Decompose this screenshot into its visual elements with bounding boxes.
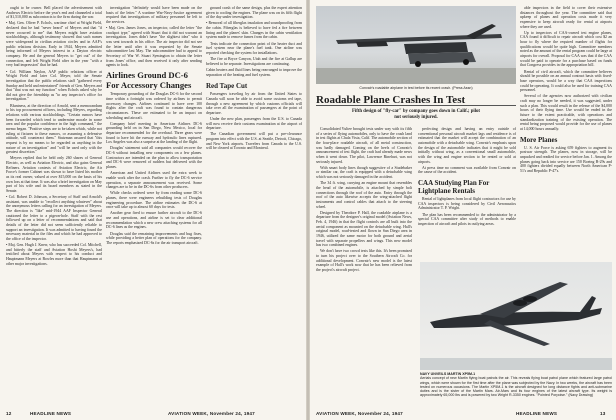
roadable-deck: Fifth design of "fly-car" by company goes down in Calif.; pilot not seriously injured. — [351, 109, 481, 120]
paragraph: The plan has been recommended to the administrator by a special CAA committee after study of methods to enable inspection of aircraft and pilots in outlying areas. — [418, 212, 516, 226]
navy-caption-text: Aerials concept of new Martin flying boat patrols the air. This reveals flying boat patrol plane which featured large patrol wings, which were shown for the first time after the plane was subjected by the Navy. In two weeks, the aircraft has been tested on numerous occasions. The Martin XP5M-1 is the aircraft designed for long distance fights and anti-submarine duties and is the sister of the Martin Mars. Air-Mars and its four engines of the latest aircraft type. Its weight is approximately 65,000 lbs and is powered by two Wright R-3350 engines. — [420, 376, 612, 398]
paragraph: • Maj. Gen. Hugh J. Knerr, who has succeeded Col. Mitchell, and bitterly the staff and Aviation Hoshi Meyers's, had testified about Meyers with respect to his conduct and Hauptmann Meyers at Bowles more than that Hauptmann at other major investigations. — [6, 243, 102, 266]
paragraph: Company brief meeting in American Airlines DC-6 grounding held on in San Diego, New Mexico, local for departure recommended for the overhaul. Three gears were found to have hit the runway and hydraulic lines ruptured. Los Angeles was also a surprise at the landing of the flight. — [106, 121, 202, 145]
paragraph: Tests indicate the connection point of the heater duct and fuel system near the plane's fuel tank. One airline was reported checking the system for installations. — [206, 41, 302, 55]
paragraph: Douglas said the remaining improvements and bug fixes, while providing a better plan of operations for the company. The reports emphasized DC-6s for the air transport aircraft. — [106, 231, 202, 245]
right-page — [310, 0, 616, 420]
paragraph: We don't have two crowd tests like this. It's been promised to turn his project over to the Southern Aircraft Co. for additional development. Convair's new model is the latest example of Hall's work now that he has been relieved from the project's aircraft project. — [316, 249, 412, 273]
column-1 — [6, 6, 102, 406]
paragraph: investigation "definitely would have been made on the basis of the letter." A wartime War-Navy-Justice agreement required that investigations of military personnel be left to the services. — [106, 6, 202, 24]
paragraph: Meyers replied that he held only 260 shares of General Electric, as well as Aviation Electric, and also gains General Refiners. Aviation contests of Aviation Electric, the Air Force's former Cabinet was shown to have listed his mother as its real owner, valued at over $15,000 on the basis of his own loss at that time. It was also a brief investigation on May part of his wife and its board members as stated in the Senate. — [6, 156, 102, 193]
paragraph: Passengers traveling by air from the United States to Canada will soon be able to avoid some customs red tape, through a new agreement by which customs officials will take over all the examination of passengers at the point of departure. — [206, 92, 302, 115]
paragraph: • Col. Robert D. Johnson, a Secretary of Staff and Arnold's assistant, was unable to "recollect anything whatever" about the anonymous letters calling for an investigation of Meyers. The direction is "like" mid-1944 AAF Inspector General cautioned the letter to a pigeon-hole. Staff with the rest followed up on a letter of recommendations and said that details of the letter did not seem sufficiently reliable to support an investigation. It was admitted to having found the necessary material in the files and which he had approved to the office of the inspector. — [6, 195, 102, 241]
martin-xp5m1-photo — [420, 262, 612, 370]
roadable-headline: Roadable Plane Crashes In Test — [316, 94, 466, 106]
column-far-right — [520, 6, 612, 252]
paragraph: At press time no comment was available from Convair on the cause of the accident. — [418, 165, 516, 175]
footer-issue: AVIATION WEEK, November 24, 1947 — [168, 411, 255, 416]
paragraph: • Maj. Gen. James Jones, an inspector, called the letter "the crackpot type," agreed with Stuart that it did not warrant an investigation. Jones didn't have "the slightest idea" who it was sent towards in his office. The air inspector did not see the letter until after it was requested by the Senate subcommittee last May. The subcommittee had to appeal to Secretary of War W. Stuart Symington to obtain the letter from Jones' office, and then received it only after sending agents to look. — [106, 26, 202, 68]
column-2 — [106, 6, 202, 406]
paragraph: Rental of civil aircraft, which the committee believes should be possible on an annual contract basis with fixed-base operators, would be a way that CAA inspections could be operating. It could also be used for training CAA personnel. — [520, 69, 612, 93]
navy-photo-caption — [420, 372, 612, 398]
more-planes-headline: More Planes — [520, 135, 558, 144]
paragraph: American and United Airlines used the extra week to enable work after the crash. Further to fly the DC-6 service operation, a separate announcement was received. Some changes are to be in the DC-6s from other producers. — [106, 171, 202, 190]
paragraph: Another gear fired to ensure further aircraft to the DC-6 use and operations, and airline is set to clear additional recommendation which a new crew attaching systems for all DC-6 lines as the engines. — [106, 211, 202, 230]
paragraph: perfecting design and having an entry outside of conventional personal aircraft market lags and residence is of estimated that the market will accept the combination of an automobile with a detachable wing. Convair's emphasis upon the design of the automobile indicates that it might be sold initially without wing, as a conventional small automobile, with the wing and engine section to be rented or sold at airports. — [418, 127, 516, 164]
paragraph: Consolidated Vultee brought tests under way with its fifth of a series of flying automobiles, only to have the crash land in test flights at Chula Vista, Calif. The automobile section of the four-place roadable aircraft, of all metal construction, was badly damaged. Coming on the heels of Convair's announcement of test flight, the craft had already made news when it went down. The pilot, Lawrence Rinehart, was not seriously injured. — [316, 127, 412, 164]
paragraph: U. S. Air Force is asking 659 fighters to augment its postwar strength. The planes, now in storage, will be unpacked and readied for service before Jan. 1. Among the planes going back into service are 150 Boeing B-29s and 400 fighters divided equally between North American P-51's and Republic P-47's. — [520, 145, 612, 173]
roadable-plane-image — [316, 6, 516, 84]
headline-rule — [316, 105, 516, 106]
paragraph: While checks ordered were by from reading some DC-6 planes, there were engineers rebuilding tests of Douglas engineering procedure. The airline estimates the DC-6 at once will take up to almost 60 days for tests. — [106, 191, 202, 210]
footer-section: HEADLINE NEWS — [30, 411, 72, 416]
red-tape-headline: Red Tape Cut — [206, 82, 248, 91]
paragraph: ground crash of the same design, plus the expert attention given to cooling the engines. The plane was on its fifth flight of the day under investigation. — [206, 6, 302, 20]
left-page — [0, 0, 306, 420]
paragraph: The 34 ft. wing, carrying an engine mount that resembles the head of the automobile, is attached by simple bolt connections through the roof of the auto. Entry through the roof of the auto likewise accepts the wing-attached flight instruments and control cables that attach to the steering wheel. — [316, 181, 412, 209]
caa-headline: CAA Studying Plan For Lightplane Rentals — [418, 179, 490, 196]
paragraph: The fire at Bryce Canyon, Utah and the fire at Gallup are believed to be separate. Investigations are continuing. — [206, 57, 302, 66]
paragraph: • Maj. Gen. Oliver P. Echols, wartime chief at Wright Field, declared that he had "never heard" of Meyers and that "if never occurred to me" that Meyers might have aviation stockholdings, although testimony showed that such names were widespread in civilian aviation circles and in AAF's public relations division. Early in 1944, Meyers admitted being informed of Meyers interest in a Dayton electric company. He and the general Meyers to "get out" of the connection, and left Wright Field after in the year "with a very bad impression" that he had. — [6, 21, 102, 68]
paragraph: Douglas' statement said all companies would recover the DC-6 without installing new components on a few planes. Contractors are intended on the plan to allow transportation and DC-6 were removed of rudders but delivered with the planes. — [106, 146, 202, 170]
column-3 — [206, 6, 302, 406]
paragraph: ought to be owner. Bell placed the advertisement with Andrews Electric before the year's end and channeled a total of $1,510,000 as subcontracts to the firm during the war. — [6, 6, 102, 20]
dc6-headline: Airlines Ground DC-6 For Accessory Changes — [106, 70, 192, 90]
paragraph: Rental of lightplanes from local flight contractors for use by CAA inspectors is being considered by Civil Aeronautics Administrator T. P. Wright. — [418, 197, 516, 211]
navy-caption-title: NAVY UNVEILS MARTIN XP5M-1 — [420, 372, 476, 376]
paragraph: • Col. William Naylon, AAF public relations officer at Wright Field and later Col. Meyer, told the Senate investigation that the public relations staff "gathered every Sunday and held and entertained" friends of Gen. Meyers and that "that was not my function" when Echols asked why he did not give the friendship as "to any inspector's office for investigation." — [6, 69, 102, 102]
roadable-column-right — [418, 127, 516, 277]
footer-issue: AVIATION WEEK, November 24, 1947 — [316, 411, 403, 416]
photo-caption: Convair's roadable airplane in test before its recent crash. (Press Assn) — [359, 86, 473, 90]
paragraph: Up to inspectors of CAA-owned test engine planes, CAA found it difficult to repair aircraft which cost $2 an hour to fly where the required number of flights for qualifications would be quite high. Committee members noted as the amount of the rental program could be large at airports for overall. Proposal for CAA was that if the CAA would be paid to operate for a purchase based on funds that Congress provides in the appropriation bill. — [520, 30, 612, 68]
roadable-plane-photo — [316, 6, 516, 84]
paragraph: With smart body lines though suggestive of a Studebaker or similar car, the craft is equipped with a detachable wing which was not seriously damaged in the accident. — [316, 165, 412, 180]
paragraph: Temporary grounding of the Douglas DC-6 for the second time within a fortnight was ordered by airlines to permit accessory changes. Airlines continued to have over 100 flights after the craft was found to contain dangerous circumstances. These are estimated to be an impact on scheduling and aircraft. — [106, 92, 202, 120]
paragraph: • Removal of all fiberglas insulation and soundproofing from the cabin. Fiberglas is believed to have fed a fire between lining and the planes' skin. Changes in the cabin ventilation system made to remove fumes from the cabin. — [206, 21, 302, 40]
paragraph: Designed by Theodore P. Hall, the roadable airplane is a departure from the designer's original model (Aviation News, Feb. 4, 1946) in that the flight controls are all built into the aerial component as mounted on the detachable wing. Hall's original model, road-tested and flown in San Diego area in 1946, utilized the same motor for both ground and aerial travel with separate propellers and wings. This new model has two combined engines. — [316, 210, 412, 248]
footer-page-number: 12 — [6, 411, 12, 416]
paragraph: Several of the agencies now authorized with civilian craft may no longer be needed, it was suggested, under such a plan. This would result in the release of the $4,000 hours of their flying time. Use would be ended in the future to the extent practicable, with operations and standardization training of the existing operation. The rental being proposed would provide for the use of planes at 14,000 hours annually. — [520, 94, 612, 131]
paragraph: Under the new plan, passengers from the U.S. to Canada will now receive their customs examination at the airport of departure. — [206, 116, 302, 131]
footer-section: HEADLINE NEWS — [516, 411, 558, 416]
paragraph: The Canadian government will put a pre-clearance program into effect with the U.S. at Seattle, Detroit, Chicago, and New York airports. Travelers from Canada to the U.S. will be cleared at Toronto and Montreal. — [206, 132, 302, 151]
paragraph: Bluntness, at the direction of Arnold, sent a memorandum to his top procurement officers, including Meyers, regarding relations with various stockholdings. "Certain rumors have been forwarded which tend to undermine morale in some area and the popular confidence in the high command," the memo began. "Positive steps are to be taken which, while not ruling at fixtures to these rumors, or assuming a defensive attitude, will counteract them." Stutzman assured that "this request is by no means to be regarded as anything in the nature of an investigation" and "will be used only with the greatest discretion." — [6, 103, 102, 155]
footer-page-number: 13 — [600, 411, 606, 416]
paragraph: Cabin heaters and fluid lines being rearranged to improve the separation of the heating and fuel system. — [206, 67, 302, 77]
martin-flying-boat-drawing — [420, 262, 612, 370]
navy-caption-end: "Pointed Porpoise." (Navy Drawing) — [536, 393, 594, 398]
paragraph: able inspectors in the field to cover their extensive distances throughout the year. The committee said that upkeep of planes and operation costs made it very expensive to keep aircraft ready for rental at airports where they are used. — [520, 6, 612, 29]
roadable-column-left — [316, 127, 412, 410]
